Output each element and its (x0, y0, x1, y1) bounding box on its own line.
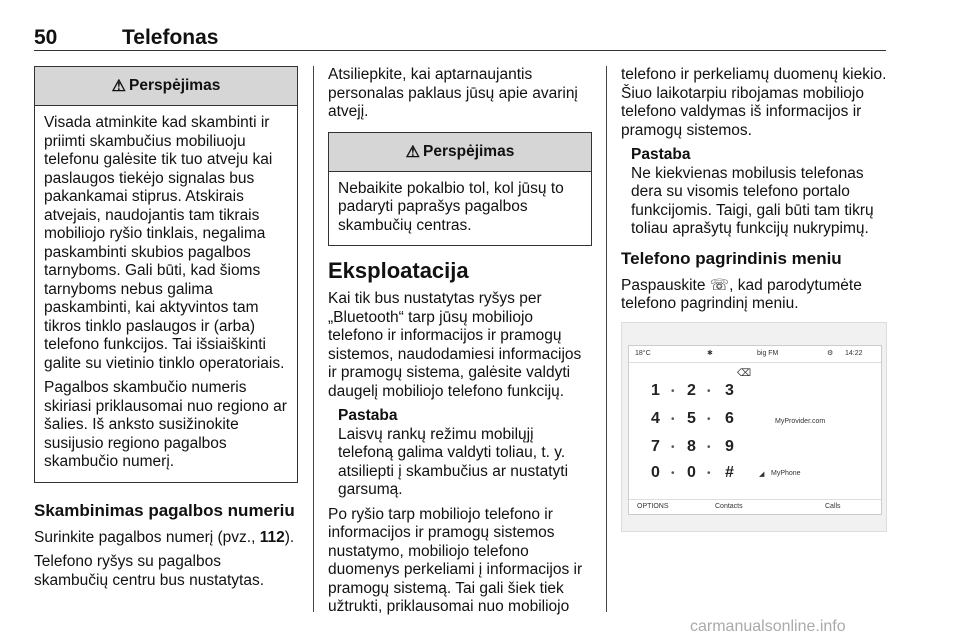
paragraph: Paspauskite ☏, kad parodytumėte telefono pagrindinį meniu. (621, 276, 862, 312)
warning-body (35, 106, 297, 482)
infotainment-screen: 18°C ✱ big FM ⚙ 14:22 ⌫ 1 • 2 • 3 4 • 5 • 6 MyProvider.com 7 • 8 • 9 0 • 0 • # ◢ MyPhone OPTIONS Contacts Calls (628, 345, 882, 515)
warning-header (329, 133, 591, 172)
key[interactable]: 0 (651, 464, 660, 481)
provider-name: MyProvider.com (775, 418, 826, 425)
gear-icon: ⚙ (827, 350, 834, 357)
warning-triangle-icon: ⚠ (405, 143, 420, 161)
column-2 (328, 66, 592, 623)
status-bar (629, 346, 881, 363)
options-button[interactable]: OPTIONS (637, 503, 669, 510)
key[interactable]: 3 (725, 382, 734, 399)
key[interactable]: 6 (725, 410, 734, 427)
calls-button[interactable]: Calls (825, 503, 841, 510)
backspace-icon[interactable]: ⌫ (737, 368, 752, 379)
warning-paragraph: Nebaikite pokalbio tol, kol jūsų to padaryti paprašys pagalbos skambučių centras. (338, 179, 564, 234)
column-divider (606, 66, 607, 612)
key[interactable]: 7 (651, 438, 660, 455)
column-1 (34, 66, 298, 596)
key[interactable]: 4 (651, 410, 660, 427)
key[interactable]: 1 (651, 382, 660, 399)
temperature: 18°C (635, 350, 651, 357)
bottom-bar (629, 499, 881, 514)
paragraph: Atsiliepkite, kai aptarnaujantis personalas paklaus jūsų apie avarinį atvejį. (328, 66, 578, 120)
page-header (34, 26, 886, 51)
clock: 14:22 (845, 350, 863, 357)
note-title: Pastaba (338, 407, 398, 424)
watermark: carmanualsonline.info (690, 618, 846, 635)
signal-icon: ◢ (759, 471, 765, 478)
section-title: Skambinimas pagalbos numeriu (34, 500, 295, 520)
warning-header (35, 67, 297, 106)
section-heading: Eksploatacija (328, 258, 469, 283)
contacts-button[interactable]: Contacts (715, 503, 743, 510)
warning-box (34, 66, 298, 483)
paragraph: Kai tik bus nustatytas ryšys per „Bluetooth“ tarp jūsų mobiliojo telefono ir informacijos ir pramogų sistemos, naudodamiesi informacijos ir pramogų sistema, galėsite valdyti daugelį mobiliojo telefono funkcijų. (328, 290, 582, 400)
note-title: Pastaba (631, 146, 691, 163)
page-number: 50 (34, 26, 58, 49)
key[interactable]: 5 (687, 410, 696, 427)
note-text: Ne kiekvienas mobilusis telefonas dera su visomis telefono portalo funkcijomis. Taigi, gali būti tam tikrų toliau aprašytų funkcijų nukrypimų. (631, 164, 874, 237)
paragraph: telefono ir perkeliamų duomenų kiekio. Šiuo laikotarpiu ribojamas mobiliojo telefono valdymas iš informacijos ir pramogų sistemos. (621, 66, 887, 139)
phone-name: MyPhone (771, 470, 801, 477)
paragraph: Telefono ryšys su pagalbos skambučių centru bus nustatytas. (34, 553, 265, 589)
section-title: Telefono pagrindinis meniu (621, 248, 842, 268)
note-text: Laisvų rankų režimu mobilųjį telefoną galima valdyti toliau, t. y. atsiliepti į skambučius ar nustatyti garsumą. (338, 425, 569, 498)
note (631, 146, 889, 239)
warning-box (328, 132, 592, 247)
key[interactable]: 2 (687, 382, 696, 399)
key[interactable]: # (725, 464, 734, 481)
key[interactable]: 8 (687, 438, 696, 455)
warning-body (329, 172, 591, 246)
station-name: big FM (757, 350, 779, 357)
warning-title: Perspėjimas (423, 142, 515, 160)
key[interactable]: 9 (725, 438, 734, 455)
warning-paragraph: Pagalbos skambučio numeris skiriasi priklausomai nuo regiono ar šalies. Iš anksto susižinokite susijusio regiono pagalbos skambučio numerį. (44, 379, 287, 470)
phone-menu-screenshot (621, 322, 887, 532)
paragraph: Po ryšio tarp mobiliojo telefono ir informacijos ir pramogų sistemos nustatymo, mobiliojo telefono duomenys perkeliami į informacijos ir pramogų sistemą. Tai gali šiek tiek užtrukti, priklausomai nuo mobiliojo (328, 505, 583, 615)
column-divider (313, 66, 314, 612)
warning-paragraph: Visada atminkite kad skambinti ir priimti skambučius mobiliuoju telefonu galėsite tik tuo atveju kai paslaugos tiekėjo signalas bus pakankamai stiprus. Atskirais atvejais, naudojantis tam tikrais mobiliojo ryšio tinklais, negalima paskambinti skubios pagalbos tarnyboms. Gali būti, kad šioms tarnyboms nebus galima paskambinti, kai aktyvintos tam tikros tinklo paslaugos ir (arba) telefono funkcijos. Tai išsiaiškinti galite su vietinio tinklo operatoriais. (44, 114, 285, 372)
chapter-title: Telefonas (122, 26, 219, 49)
warning-title: Perspėjimas (129, 77, 221, 94)
note (338, 407, 592, 500)
paragraph: Surinkite pagalbos numerį (pvz., 112). (34, 528, 295, 546)
key[interactable]: 0 (687, 464, 696, 481)
warning-triangle-icon: ⚠ (111, 78, 126, 95)
emergency-number: 112 (259, 528, 285, 546)
column-3 (621, 66, 889, 320)
bluetooth-icon: ✱ (707, 350, 713, 357)
